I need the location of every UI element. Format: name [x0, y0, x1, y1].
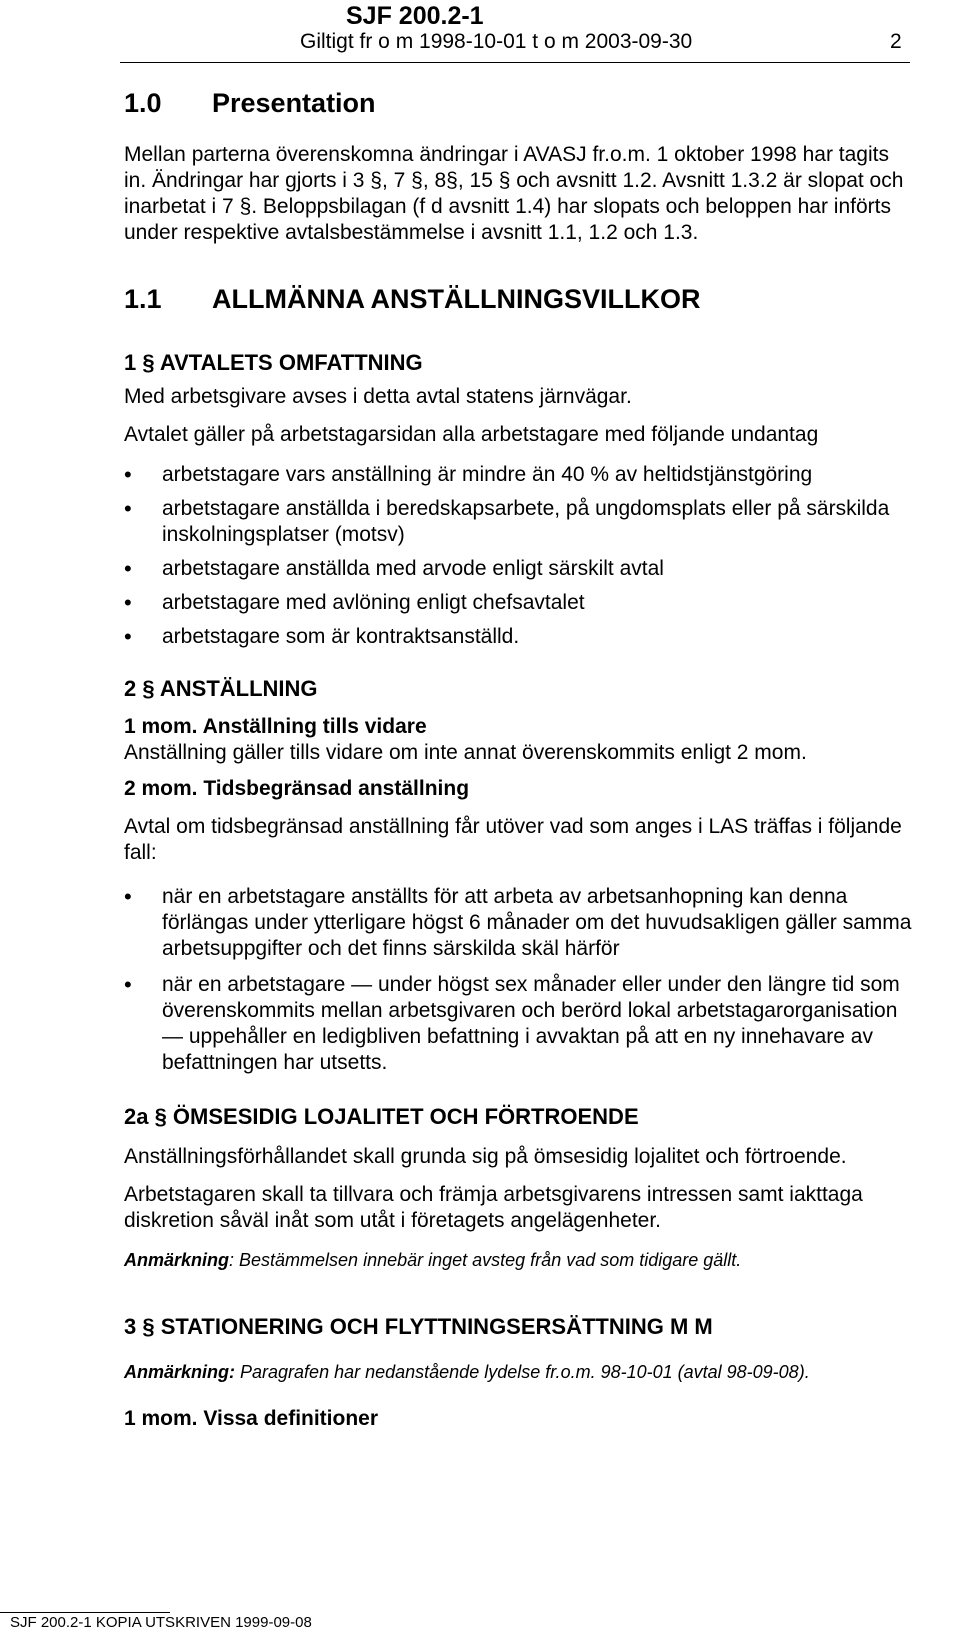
section-heading-1-1 [124, 282, 914, 316]
paragraph-text: Avtal om tidsbegränsad anställning får utöver vad som anges i LAS träffas i följande fall: [124, 815, 902, 864]
paragraph-text: Anställning gäller tills vidare om inte annat överenskommits enligt 2 mom. [124, 741, 807, 764]
document-body [124, 86, 914, 1432]
paragraph-text: Anställningsförhållandet skall grunda sig på ömsesidig lojalitet och förtroende. [124, 1145, 847, 1168]
page-number: 2 [890, 30, 902, 53]
note-text: Paragrafen har nedanstående lydelse fr.o.m. 98-10-01 (avtal 98-09-08). [235, 1362, 810, 1382]
list-item: • arbetstagare med avlöning enligt chefsavtalet [124, 590, 914, 616]
section-number: 1.1 [124, 284, 162, 314]
section-title: Presentation [212, 88, 376, 118]
list-item: • arbetstagare anställda med arvode enligt särskilt avtal [124, 556, 914, 582]
list-item: • när en arbetstagare anställts för att arbeta av arbetsanhopning kan denna förlängas under ytterligare högst 6 månader om det huvudsakligen gäller samma arbetsuppgifter och det finns särskilda skäl härför [124, 884, 914, 962]
document-id: SJF 200.2-1 [346, 2, 484, 30]
exception-list [124, 462, 914, 650]
note [124, 1360, 914, 1384]
note-label: Anmärkning: [124, 1362, 236, 1382]
header-divider [120, 62, 910, 63]
section-title: ALLMÄNNA ANSTÄLLNINGSVILLKOR [212, 284, 701, 314]
footer-text: SJF 200.2-1 KOPIA UTSKRIVEN 1999-09-08 [10, 1614, 312, 1631]
list-item: • arbetstagare anställda i beredskapsarbete, på ungdomsplats eller på särskilda inskolningsplatser (motsv) [124, 496, 914, 548]
paragraph-heading-3: 3 § STATIONERING OCH FLYTTNINGSERSÄTTNING M M [124, 1314, 713, 1339]
paragraph-text: Arbetstagaren skall ta tillvara och främja arbetsgivarens intressen samt iakttaga diskretion såväl inåt som utåt i företagets angelägenheter. [124, 1183, 863, 1232]
list-item: • arbetstagare vars anställning är mindre än 40 % av heltidstjänstgöring [124, 462, 914, 488]
presentation-text: Mellan parterna överenskomna ändringar i AVASJ fr.o.m. 1 oktober 1998 har tagits in. Ändringar har gjorts i 3 §, 7 §, 8§, 15 § och avsnitt 1.2. Avsnitt 1.3.2 är slopat och inarbetat i 7 §. Beloppsbilagan (f d avsnitt 1.4) har slopats och beloppen har införts under respektive avtalsbestämmelse i avsnitt 1.1, 1.2 och 1.3. [124, 143, 904, 244]
mom-heading: 2 mom. Tidsbegränsad anställning [124, 777, 470, 800]
paragraph-text: Avtalet gäller på arbetstagarsidan alla arbetstagare med följande undantag [124, 423, 819, 446]
presentation-heading [124, 86, 914, 120]
paragraph-heading-1: 1 § AVTALETS OMFATTNING [124, 350, 423, 375]
footer-divider [0, 1612, 170, 1613]
section-number: 1.0 [124, 88, 162, 118]
validity-period: Giltigt fr o m 1998-10-01 t o m 2003-09-30 [300, 30, 693, 53]
note-label: Anmärkning [124, 1250, 230, 1270]
paragraph-text: Med arbetsgivare avses i detta avtal statens järnvägar. [124, 385, 632, 408]
list-item: • arbetstagare som är kontraktsanställd. [124, 624, 914, 650]
case-list [124, 884, 914, 1076]
mom-heading: 1 mom. Vissa definitioner [124, 1407, 379, 1430]
note [124, 1248, 914, 1272]
paragraph-heading-2: 2 § ANSTÄLLNING [124, 676, 318, 701]
mom-heading: 1 mom. Anställning tills vidare [124, 715, 427, 738]
note-text: : Bestämmelsen innebär inget avsteg från vad som tidigare gällt. [229, 1250, 742, 1270]
paragraph-heading-2a: 2a § ÖMSESIDIG LOJALITET OCH FÖRTROENDE [124, 1104, 639, 1129]
list-item: • när en arbetstagare — under högst sex månader eller under den längre tid som överenskommits mellan arbetsgivaren och berörd lokal arbetstagarorganisation — uppehåller en ledigbliven befattning i avvaktan på att en ny innehavare av befattningen har utsetts. [124, 972, 914, 1076]
